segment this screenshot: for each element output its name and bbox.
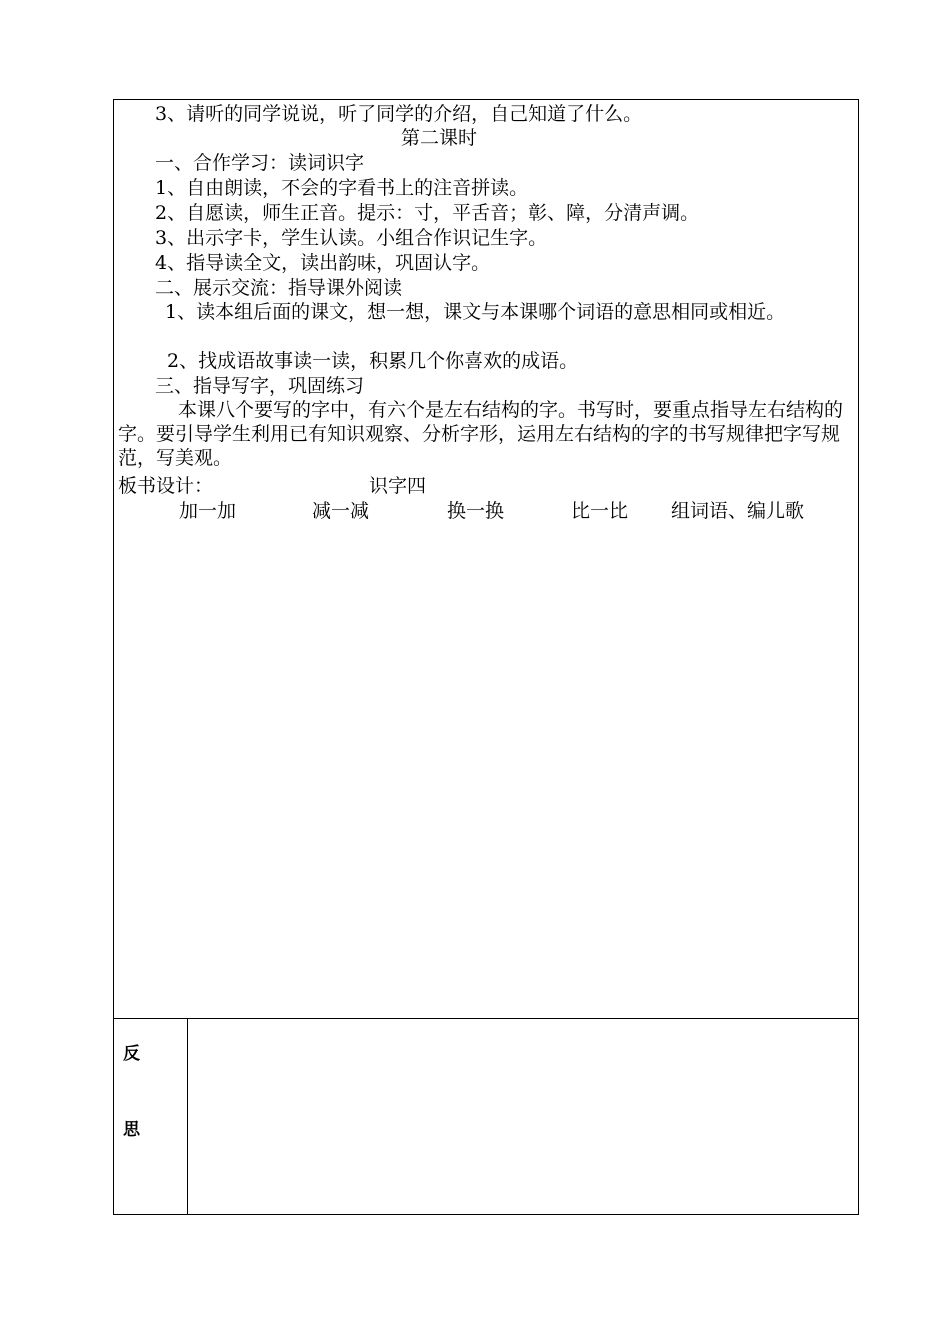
board-item: 加一加 <box>179 500 237 522</box>
lesson-content-cell <box>114 100 858 1019</box>
board-title: 识字四 <box>369 475 427 497</box>
part1-item-2: 2、自愿读，师生正音。提示：寸，平舌音；彰、障，分清声调。 <box>155 202 700 224</box>
part2-item-2: 2、找成语故事读一读，积累几个你喜欢的成语。 <box>167 350 579 372</box>
part1-item-4: 4、指导读全文，读出韵味，巩固认字。 <box>155 252 491 274</box>
part2-item-1: 1、读本组后面的课文，想一想，课文与本课哪个词语的意思相同或相近。 <box>165 301 786 323</box>
part3-paragraph: 本课八个要写的字中，有六个是左右结构的字。书写时，要重点指导左右结构的字。要引导学生利用已有知识观察、分析字形，运用左右结构的字的书写规律把字写规范，写美观。 <box>118 399 844 469</box>
part1-item-1: 1、自由朗读，不会的字看书上的注音拼读。 <box>155 177 529 199</box>
board-design-label: 板书设计： <box>118 475 214 497</box>
reflection-label-char: 反 <box>123 1044 140 1064</box>
board-item: 换一换 <box>447 500 505 522</box>
part2-heading: 二、展示交流：指导课外阅读 <box>155 277 403 299</box>
board-item: 减一减 <box>312 500 370 522</box>
reflection-content-cell[interactable] <box>188 1019 858 1214</box>
board-item: 比一比 <box>571 500 629 522</box>
reflection-row <box>114 1019 858 1214</box>
part1-item-3: 3、出示字卡，学生认读。小组合作识记生字。 <box>155 227 548 249</box>
section-title: 第二课时 <box>401 127 478 149</box>
board-item: 组词语、编儿歌 <box>671 500 805 522</box>
step-3-text: 3、请听的同学说说，听了同学的介绍，自己知道了什么。 <box>155 103 643 125</box>
reflection-label-cell <box>114 1019 188 1214</box>
part1-heading: 一、合作学习：读词识字 <box>155 152 365 174</box>
reflection-label-char: 思 <box>123 1120 140 1140</box>
lesson-plan-table <box>113 99 859 1215</box>
part3-heading: 三、指导写字，巩固练习 <box>155 375 365 397</box>
